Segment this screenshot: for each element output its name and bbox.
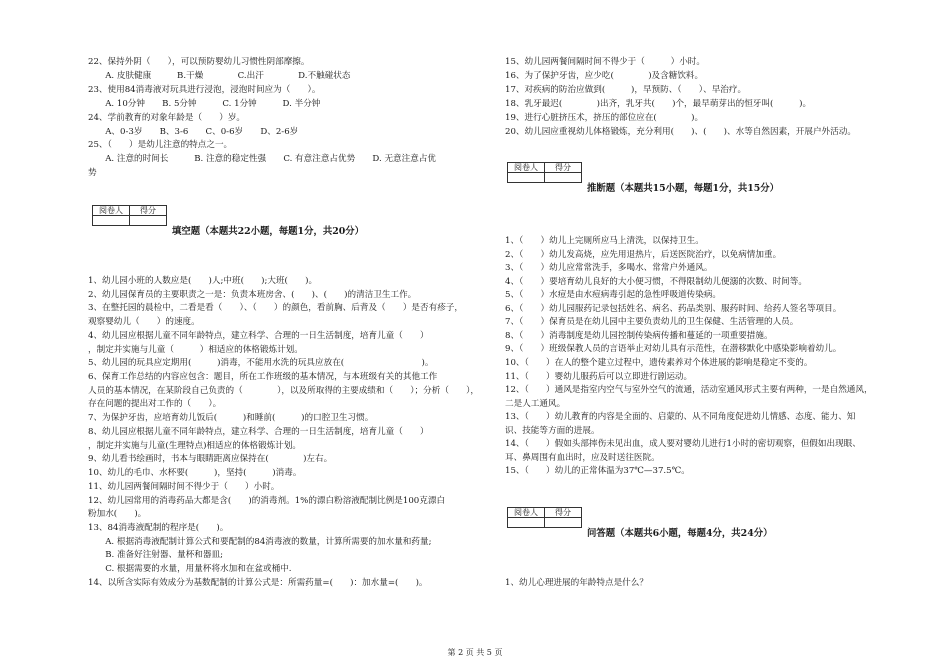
grader-label: 阅卷人 xyxy=(508,508,545,518)
text-line: 2、幼儿园保育员的主要职责之一是：负责本班房舍、( )、( )的清洁卫生工作。 xyxy=(88,289,417,300)
grader-label: 阅卷人 xyxy=(93,206,130,216)
text-line: 23、使用84消毒液对玩具进行浸泡，浸泡时间应为（ ）。 xyxy=(88,84,321,95)
text-line: 20、幼儿园应重视幼儿体格锻炼，充分利用( )、( )、水等自然因素，开展户外活动。 xyxy=(505,126,856,137)
text-line: 7、为保护牙齿，应培育幼儿饭后( )和睡前( )的口腔卫生习惯。 xyxy=(88,413,374,424)
text-line: 4、幼儿园应根据儿童不同年龄特点，建立科学、合理的一日生活制度，培育儿童（ ） xyxy=(88,330,429,341)
text-line: 6、（ ）幼儿园服药记录包括姓名、病名、药品类别、服药时间、给药人签名等项目。 xyxy=(505,303,842,314)
text-line: 二是人工通风。 xyxy=(505,398,566,409)
text-line: 13、（ ）幼儿教育的内容是全面的、启蒙的、从不同角度促进幼儿情感、态度、能力、知 xyxy=(505,412,856,423)
text-line: 观察婴幼儿（ ）的速度。 xyxy=(88,317,200,328)
text-line: 17、对疾病的防治应做到( )，早预防、（ ）、早治疗。 xyxy=(505,84,747,95)
text-line: 14、（ ）假如头部摔伤未见出血，成人要对婴幼儿进行1小时的密切观察，但假如出现眼、 xyxy=(505,439,861,450)
grader-cell xyxy=(508,173,545,183)
text-line: 18、乳牙最迟( )出齐，乳牙共( )个，最早萌芽出的恒牙叫( )。 xyxy=(505,98,812,109)
text-line: 5、幼儿园的玩具应定期用( )消毒，不能用水洗的玩具应放在( )。 xyxy=(88,358,434,369)
judge-score-box xyxy=(507,162,582,183)
grader-cell xyxy=(508,518,545,528)
text-line: 粉加水( )。 xyxy=(88,509,147,520)
text-line: 19、进行心脏挤压术，挤压的部位应在( )。 xyxy=(505,112,704,123)
text-line: 11、幼儿园两餐间隔时间不得少于（ ）小时。 xyxy=(88,481,280,492)
score-cell xyxy=(545,518,582,528)
text-line: 16、为了保护牙齿，应少吃( )及含糖饮料。 xyxy=(505,70,704,81)
text-line: 10、（ ）在人的整个建立过程中，遗传素养对个体进展的影响是稳定不变的。 xyxy=(505,357,813,368)
score-label: 得分 xyxy=(545,508,582,518)
fill-score-box xyxy=(92,205,167,226)
score-cell xyxy=(130,216,167,226)
judge-section-title: 推断题（本题共15小题，每题1分，共15分） xyxy=(587,183,779,194)
text-line: 6、保育工作总结的内容应包含：题目，所在工作班级的基本情况，与本班级有关的其他工作 xyxy=(88,372,438,383)
page-footer: 第 2 页 共 5 页 xyxy=(447,648,503,657)
text-line: A. 皮肤健康 B.干燥 C.出汗 D.不触碰状态 xyxy=(88,70,351,81)
text-line: 1、（ ）幼儿上完厕所应马上清洗，以保持卫生。 xyxy=(505,236,704,246)
text-line: 15、（ ）幼儿的正常体温为37℃—37.5℃。 xyxy=(505,466,690,477)
text-line: 4、（ ）要培育幼儿良好的大小便习惯，不得限制幼儿便溺的次数、时间等。 xyxy=(505,276,807,287)
text-line: 9、（ ）班级保教人员的言语举止对幼儿具有示范性，在潜移默化中感染影响着幼儿。 xyxy=(505,344,842,355)
text-line: 1、幼儿园小班的人数应是( )人;中班( );大班( )。 xyxy=(88,276,318,286)
text-line: A. 注意的时间长 B. 注意的稳定性强 C. 有意注意占优势 D. 无意注意占优 xyxy=(88,154,437,165)
score-label: 得分 xyxy=(545,163,582,173)
text-line: 13、84消毒液配制的程序是( )。 xyxy=(88,522,229,533)
text-line: 25、（ ）是幼儿注意的特点之一。 xyxy=(88,140,233,151)
text-line: 8、幼儿园应根据儿童不同年龄特点，建立科学、合理的一日生活制度，培育儿童（ ） xyxy=(88,426,429,437)
text-line: 3、在整托园的晨检中，二看是看（ ）、（ ）的颜色，看前胸、后背及（ ）是否有疹子， xyxy=(88,303,463,314)
text-line: 识、技能等方面的进展。 xyxy=(505,425,600,436)
text-line: 2、（ ）幼儿发高烧，应先用退热片，后送医院治疗，以免病情加重。 xyxy=(505,249,782,260)
text-line: 10、幼儿的毛巾、水杯要( )，坚持( )消毒。 xyxy=(88,468,302,479)
text-line: 5、（ ）水痘是由水痘病毒引起的急性呼吸道传染病。 xyxy=(505,290,722,301)
grader-label: 阅卷人 xyxy=(508,163,545,173)
text-line: B. 准备好注射器、量杯和器皿; xyxy=(88,550,223,561)
qa-score-box xyxy=(507,507,582,528)
text-line: ，制定并实施与儿童（ ）相适应的体格锻炼计划。 xyxy=(88,344,303,355)
text-line: 8、（ ）消毒制度是幼儿园控制传染病传播和蔓延的一项重要措施。 xyxy=(505,330,773,341)
fill-section-title: 填空题（本题共22小题，每题1分，共20分） xyxy=(172,226,364,237)
text-line: 12、幼儿园常用的消毒药品大都是含( )的消毒剂。1%的漂白粉溶液配制比例是100克漂白 xyxy=(88,495,446,506)
text-line: ，制定并实施与儿童(生理特点)相适应的体格锻炼计划。 xyxy=(88,440,301,451)
text-line: 1、幼儿心理进展的年龄特点是什么？ xyxy=(505,578,648,588)
text-line: A、0-3岁 B、3-6 C、0-6岁 D、2-6岁 xyxy=(88,126,299,137)
qa-section-title: 问答题（本题共6小题，每题4分，共24分） xyxy=(587,528,773,539)
text-line: 人员的基本情况，在某阶段自己负责的（ ），以及所取得的主要成绩和（ ）；分析（ ）， xyxy=(88,385,480,396)
text-line: 12、（ ）通风是指室内空气与室外空气的流通，活动室通风形式主要有两种，一是自然通风， xyxy=(505,385,873,396)
text-line: C. 根据需要的水量，用量杯将水加和在盆或桶中. xyxy=(88,564,292,575)
text-line: 11、（ ）婴幼儿服药后可以立即进行剧运动。 xyxy=(505,371,693,382)
text-line: 势 xyxy=(88,168,97,179)
text-line: 7、（ ）保育员是在幼儿园中主要负责幼儿的卫生保健、生活管理的人员。 xyxy=(505,317,799,328)
text-line: A. 10分钟 B. 5分钟 C. 1分钟 D. 半分钟 xyxy=(88,98,321,109)
grader-cell xyxy=(93,216,130,226)
text-line: 3、（ ）幼儿应常常洗手，多喝水、常常户外通风。 xyxy=(505,263,713,274)
text-line: 9、幼儿看书绘画时，书本与眼睛距离应保持在( )左右。 xyxy=(88,454,333,465)
score-label: 得分 xyxy=(130,206,167,216)
score-cell xyxy=(545,173,582,183)
text-line: 14、以所含实际有效成分为基数配制的计算公式是：所需药量=( )：加水量=( )。 xyxy=(88,577,428,588)
text-line: 存在问题的提出对工作的（ ）。 xyxy=(88,399,222,410)
text-line: 15、幼儿园两餐间隔时间不得少于（ ）小时。 xyxy=(505,57,705,67)
text-line: 22、保持外阴（ ），可以预防婴幼儿习惯性阴部摩擦。 xyxy=(88,57,310,67)
text-line: 24、学前教育的对象年龄是（ ）岁。 xyxy=(88,112,246,123)
text-line: 耳、鼻周围有血出时，应及时送往医院。 xyxy=(505,452,660,463)
text-line: A. 根据消毒液配制计算公式和要配制的84消毒液的数量，计算所需要的加水量和药量; xyxy=(88,536,432,547)
